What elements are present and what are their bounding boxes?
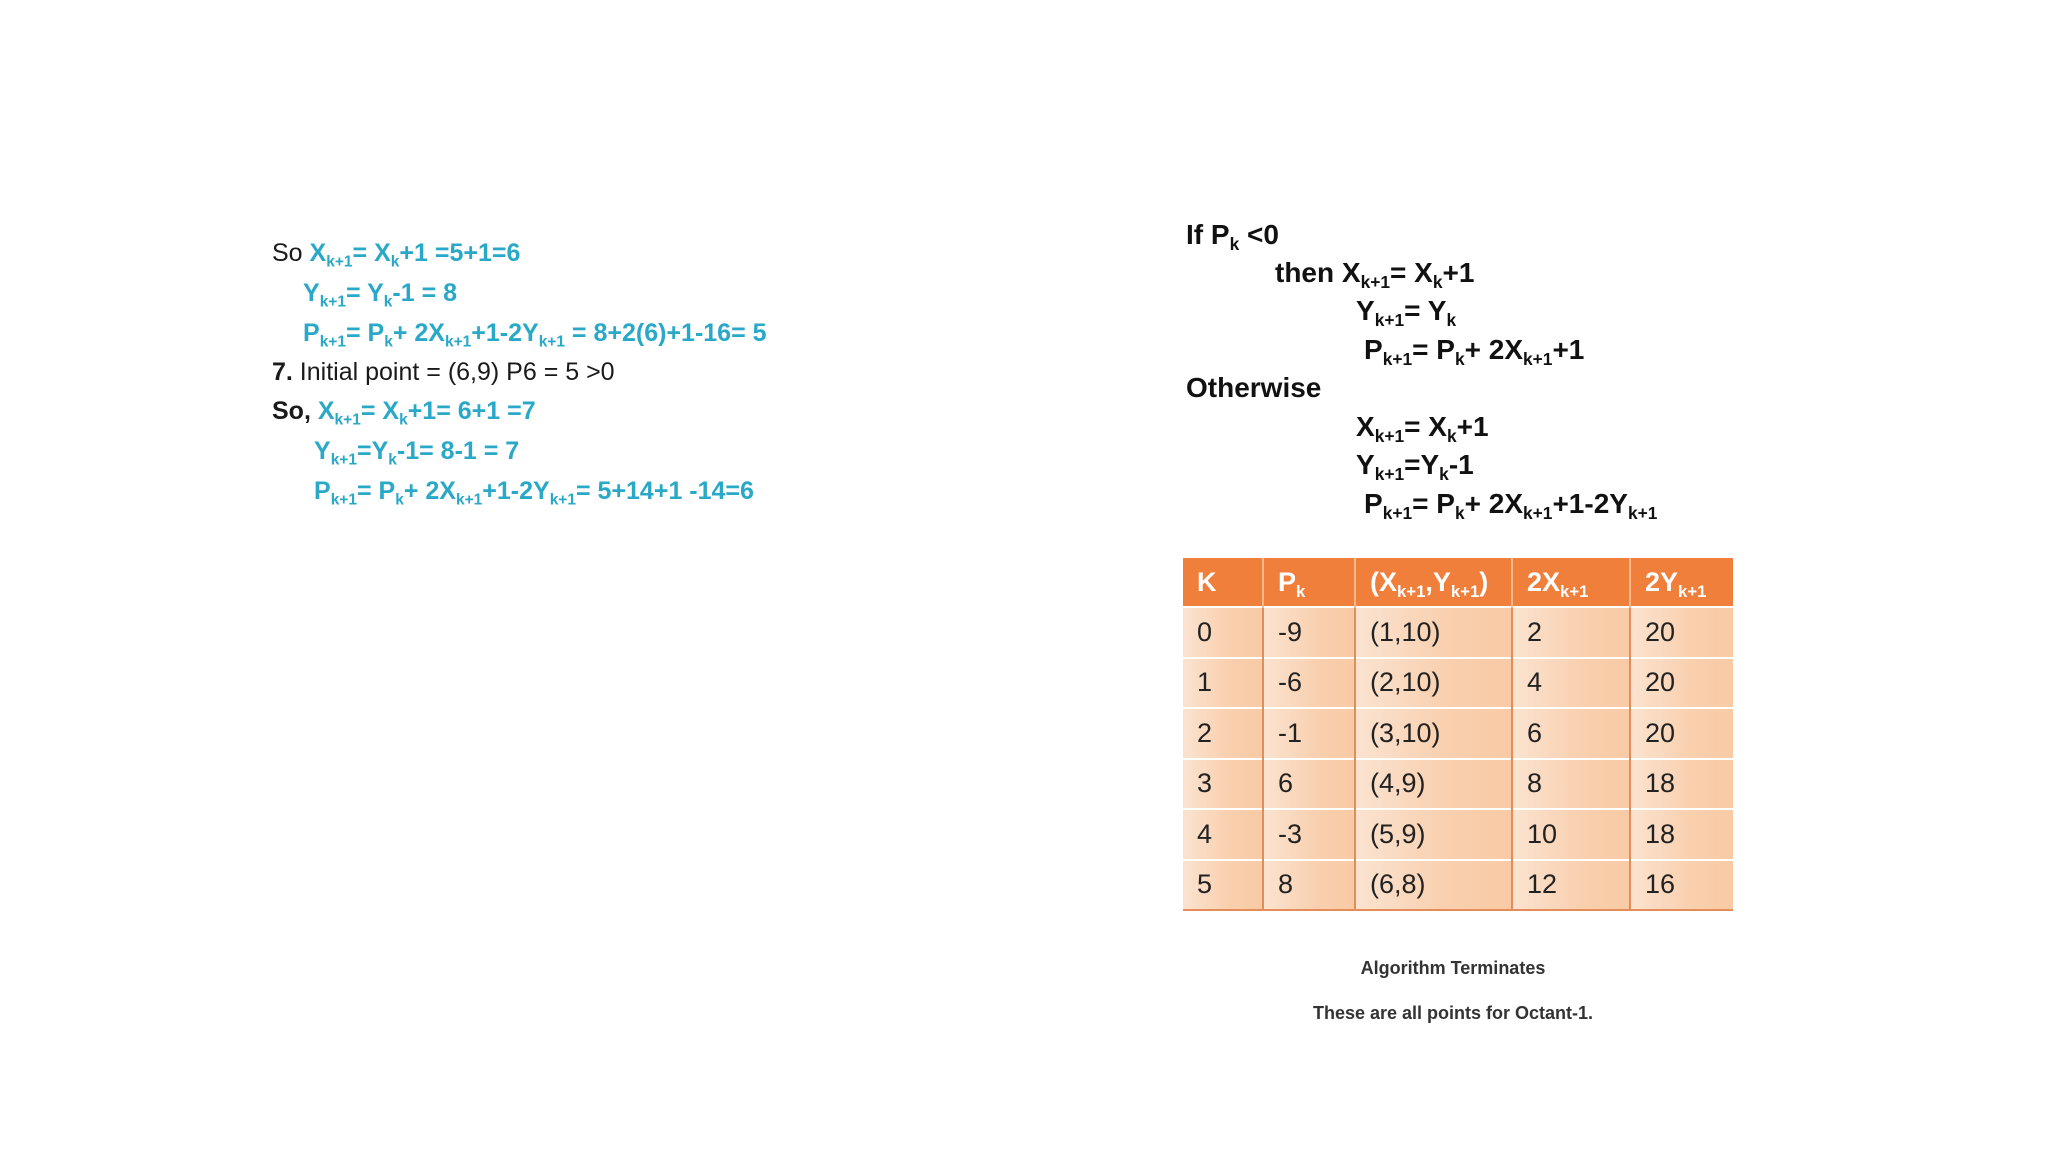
table-row: 3 6 (4,9) 8 18 xyxy=(1183,759,1733,810)
step-line-7: $P_{k+1}= P_k+ 2X_{k+1}+1-2Y_{k+1}= 5+14+1$ -14=6 xyxy=(314,477,754,509)
caption-octant-points: These are all points for Octant-1. xyxy=(1312,1003,1594,1023)
rule-then-p: $P_{k+1}= P_k+ 2X_{k+1}+1$ xyxy=(1364,334,1585,370)
table-row: 5 8 (6,8) 12 16 xyxy=(1183,860,1733,911)
table-row: 0 -9 (1,10) 2 20 xyxy=(1183,607,1733,658)
step-line-4: 7. Initial point = (6,9) P6 = 5 >0 xyxy=(272,358,615,386)
step-line-6: $Y_{k+1}=Y_k-1= 8-1 = 7$ xyxy=(314,437,520,469)
formula-x-next: $X_{k+1}= X_k+1 =5+1=6$ xyxy=(309,239,521,271)
rule-if: If $P_k <0$ xyxy=(1186,219,1279,255)
rule-otherwise: Otherwise xyxy=(1186,372,1322,403)
table-row: 4 -3 (5,9) 10 18 xyxy=(1183,809,1733,860)
col-header-2y: $2Y_{k+1}$ xyxy=(1630,558,1733,607)
rule-else-p: $P_{k+1}= P_k+ 2X_{k+1}+1-2Y_{k+1}$ xyxy=(1364,488,1658,524)
iteration-table xyxy=(1183,558,1733,911)
step-line-1: So $X_{k+1}= X_k+1 =5+1=6$ xyxy=(272,239,521,271)
rule-then-x: then $X_{k+1}= X_k+1$ xyxy=(1275,257,1475,293)
step-line-5: So, $X_{k+1}= X_k+1= 6+1 =7$ xyxy=(272,397,536,429)
table-row: 1 -6 (2,10) 4 20 xyxy=(1183,658,1733,709)
col-header-k: K xyxy=(1183,558,1263,607)
col-header-pk: $P_k$ xyxy=(1263,558,1355,607)
rule-else-x: $X_{k+1}= X_k+1$ xyxy=(1356,411,1489,447)
col-header-2x: $2X_{k+1}$ xyxy=(1512,558,1630,607)
rule-then-y: $Y_{k+1}= Y_k$ xyxy=(1356,295,1457,331)
col-header-xy: $(X_{k+1},Y_{k+1})$ xyxy=(1355,558,1512,607)
step-line-3: $P_{k+1}= P_k+ 2X_{k+1}+1-2Y_{k+1} = 8+2(6)+1-16= 5$ xyxy=(303,319,767,351)
rule-else-y: $Y_{k+1}=Y_k-1$ xyxy=(1356,449,1474,485)
table-header-row xyxy=(1183,558,1733,607)
table-row: 2 -1 (3,10) 6 20 xyxy=(1183,708,1733,759)
step-line-2: $Y_{k+1}= Y_k-1 = 8$ xyxy=(303,279,458,311)
caption-terminates: Algorithm Terminates xyxy=(1360,958,1546,978)
